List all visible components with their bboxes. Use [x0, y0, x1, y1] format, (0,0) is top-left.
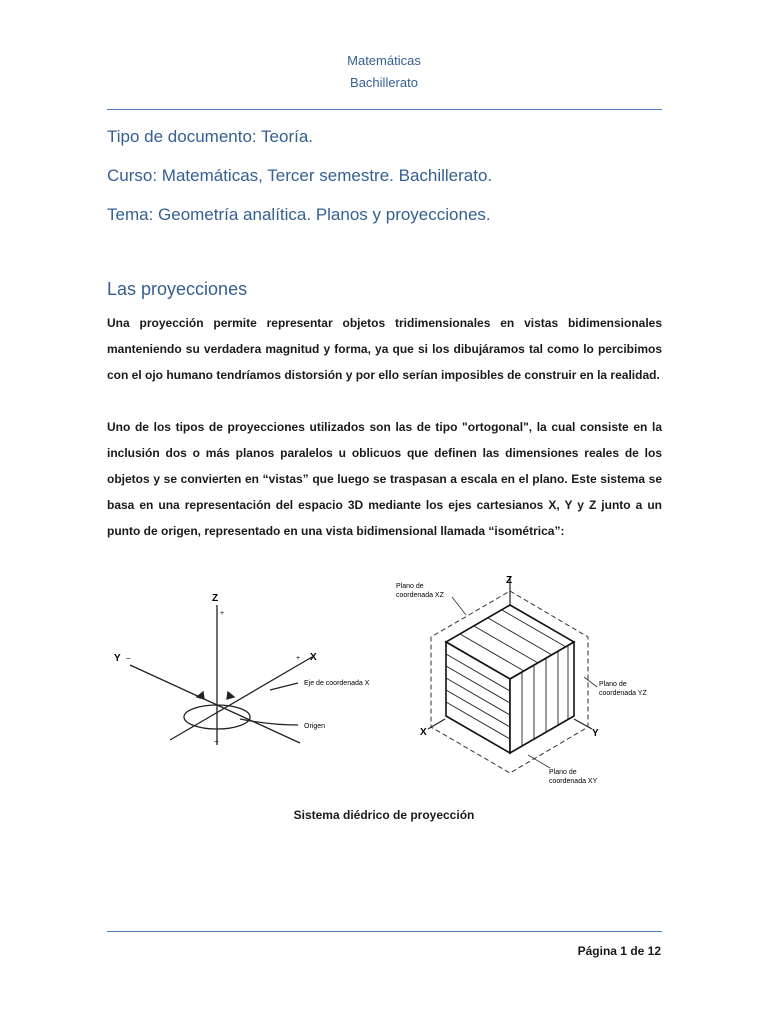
- y-label-left: Y: [114, 653, 121, 664]
- z-label-right: Z: [506, 575, 513, 586]
- x-label-right: X: [420, 727, 427, 738]
- header-subject: Matemáticas: [347, 53, 421, 68]
- z-label-left: Z: [212, 593, 219, 604]
- x-plus: +: [296, 655, 301, 662]
- z-minus: −: [214, 737, 219, 746]
- course-line: Curso: Matemáticas, Tercer semestre. Bachillerato.: [107, 166, 493, 185]
- header-rule: [107, 109, 662, 110]
- leader-xy: [528, 755, 550, 768]
- page-number: Página 1 de 12: [577, 944, 661, 958]
- plane-xy-line1: Plano de: [549, 769, 577, 776]
- x-axis-caption: Eje de coordenada X: [304, 680, 370, 687]
- cube-diagram: [428, 577, 597, 773]
- footer-rule: [107, 931, 662, 932]
- y-axis-right: [574, 719, 592, 729]
- plane-xz-line1: Plano de: [396, 583, 424, 590]
- paragraph-2: Uno de los tipos de proyecciones utilizados son las de tipo "ortogonal", la cual consiste en la inclusión dos o más planos paralelos u oblicuos que definen las dimensiones reales de los objetos y se convierten en “vistas” que luego se traspasan a escala en el plano. Este sistema se basa en una representación del espacio 3D mediante los ejes cartesianos X, Y y Z junto a un punto de origen, representado en una vista bidimensional llamada “isométrica”:: [107, 420, 662, 538]
- y-label-right: Y: [592, 728, 599, 739]
- figure-caption: Sistema diédrico de proyección: [293, 808, 475, 822]
- header-level: Bachillerato: [350, 75, 418, 90]
- z-plus: +: [220, 610, 225, 617]
- section-title: Las proyecciones: [107, 279, 248, 299]
- x-label-left: X: [310, 652, 317, 663]
- y-axis: [130, 665, 300, 743]
- axes-diagram: [130, 605, 312, 745]
- axis-leader: [270, 683, 298, 690]
- projection-figure: [100, 565, 670, 805]
- y-minus: −: [126, 654, 131, 663]
- x-axis: [170, 657, 312, 740]
- plane-xy-line2: coordenada XY: [549, 778, 598, 785]
- page-header: [0, 50, 768, 94]
- plane-yz-line1: Plano de: [599, 681, 627, 688]
- document-type: Tipo de documento: Teoría.: [107, 127, 314, 146]
- origin-caption: Origen: [304, 723, 326, 730]
- leader-xz: [452, 597, 466, 615]
- leader-yz: [584, 677, 597, 687]
- arrow-marker: [227, 692, 234, 699]
- plane-yz-line2: coordenada YZ: [599, 690, 647, 697]
- plane-xz-line2: coordenada XZ: [396, 592, 444, 599]
- paragraph-1: Una proyección permite representar objetos tridimensionales en vistas bidimensionales manteniendo su verdadera magnitud y forma, ya que si los dibujáramos tal como lo percibimos con el ojo humano tendríamos distorsión y por ello serían imposibles de construir en la realidad.: [107, 316, 662, 382]
- topic-line: Tema: Geometría analítica. Planos y proyecciones.: [107, 205, 491, 224]
- arrow-marker: [197, 692, 204, 699]
